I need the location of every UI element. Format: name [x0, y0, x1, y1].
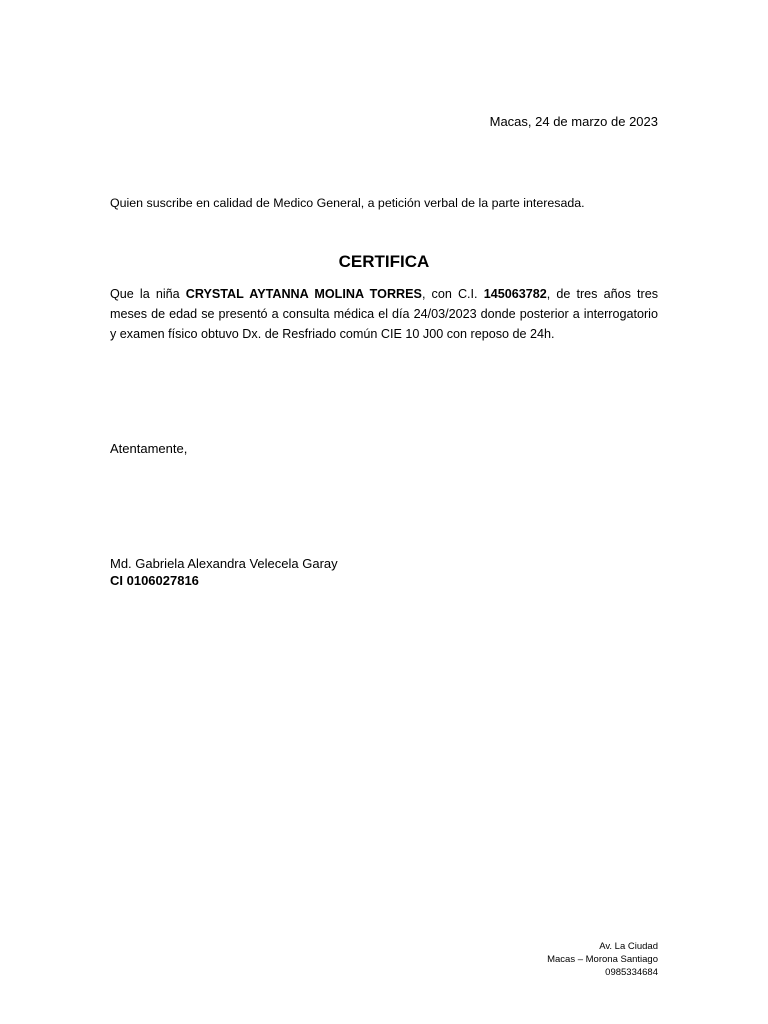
- footer-phone: 0985334684: [605, 967, 658, 978]
- letter-date: Macas, 24 de marzo de 2023: [489, 114, 658, 129]
- signature-block: [110, 555, 338, 589]
- document-title: CERTIFICA: [338, 252, 430, 271]
- patient-name: CRYSTAL AYTANNA MOLINA TORRES: [185, 287, 422, 301]
- body-text-part-3: , de tres años tres meses de edad se presentó a consulta médica el día 24/03/2023 donde posterior a interrogatorio y examen físico obtuvo Dx. de Resfriado común CIE 10 J00 con reposo de 24h.: [110, 287, 658, 341]
- signer-id: CI 0106027816: [110, 573, 199, 588]
- patient-id: 145063782: [483, 287, 547, 301]
- footer-city: Macas – Morona Santiago: [547, 954, 658, 965]
- body-text-part-2: , con C.I.: [421, 287, 484, 301]
- intro-paragraph: Quien suscribe en calidad de Medico General, a petición verbal de la parte interesada.: [110, 196, 585, 210]
- body-text-part-1: Que la niña: [110, 287, 186, 301]
- footer-contact: [547, 940, 658, 979]
- footer-address: Av. La Ciudad: [599, 941, 658, 952]
- certification-body: [110, 284, 658, 344]
- closing-salutation: Atentamente,: [110, 441, 188, 456]
- signer-name: Md. Gabriela Alexandra Velecela Garay: [110, 556, 338, 571]
